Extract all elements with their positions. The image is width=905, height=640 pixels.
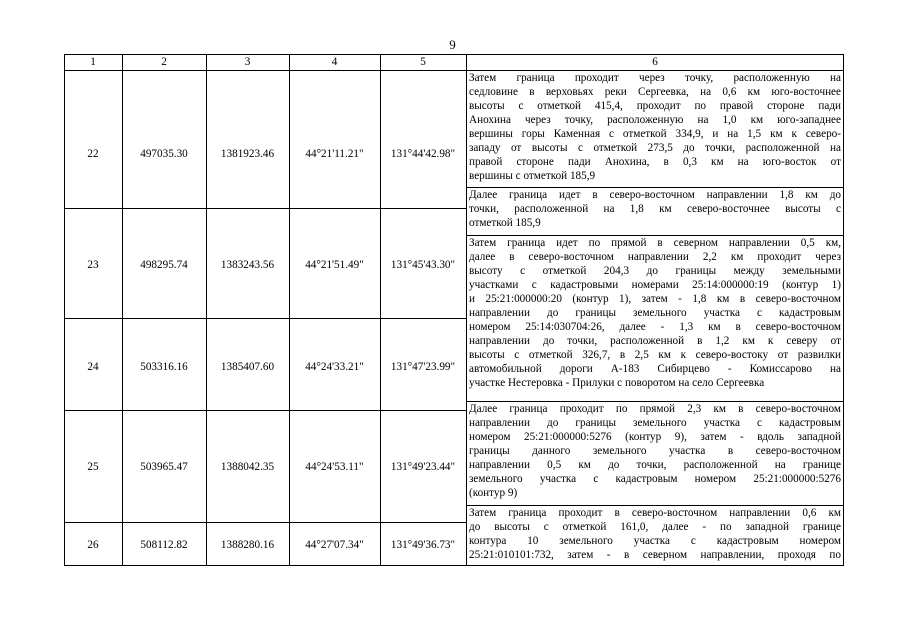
description-line: Далее граница проходит по прямой 2,3 км в северо-восточном [469,403,841,415]
page-number: 9 [449,37,456,52]
description-line: направлении 0,5 км до точки, расположенной на границе [469,459,841,471]
boundary-description [469,402,841,500]
description-line: направлении до границы земельного участка с кадастровым [469,307,841,319]
description-line: направлении до границы земельного участка с кадастровым [469,417,841,429]
description-line: отметкой 185,9 [469,217,541,229]
latitude: 44°21'11.21" [305,148,364,160]
description-line: направлении до точки, расположенной в 1,2 км к северу от [469,335,841,347]
header-col-2: 2 [161,56,167,68]
point-number: 22 [87,148,99,160]
latitude: 44°24'53.11" [305,461,364,473]
description-line: правой стороне пади Анохина, в 0,3 км на юго-восток от [469,156,841,168]
description-line: Затем граница идет по прямой в северном направлении 0,5 км, [469,237,841,249]
header-col-6: 6 [652,56,658,68]
header-col-4: 4 [331,56,338,68]
point-number: 23 [87,259,99,271]
description-line: номером 25:21:000000:5276 (контур 9), затем - вдоль западной [469,431,841,443]
y-coordinate: 1383243.56 [220,259,275,271]
boundary-coordinates-table [64,54,844,566]
description-line: вершины горы Каменная с отметкой 334,9, и на 1,5 км к северо- [469,128,841,140]
description-line: высоты с отметкой 326,7, в 2,5 км к северо-востоку от развилки [469,349,841,361]
longitude: 131°44'42.98" [390,148,456,160]
description-line: номером 25:14:030704:26, далее - 1,3 км в северо-восточном [469,321,841,333]
boundary-description [469,506,841,562]
longitude: 131°47'23.99" [390,361,456,373]
description-line: высоты с отметкой 415,4, проходит по правой стороне пади [469,100,841,112]
boundary-description [469,188,841,230]
longitude: 131°49'23.44" [390,461,456,473]
description-line: западу от высоты с отметкой 273,5 до точки, расположенной на [469,142,841,154]
description-line: границы данного земельного участка в северо-восточном [469,445,841,457]
description-line: участке Нестеровка - Прилуки с поворотом на село Сергеевка [469,377,765,389]
description-line: (контур 9) [469,487,518,499]
description-line: седловине в верховьях реки Сергеевка, на 0,6 км юго-восточнее [469,86,841,98]
point-number: 25 [87,461,99,473]
point-number: 24 [87,361,99,373]
description-line: высоту с отметкой 204,3 до границы между земельными [469,265,841,277]
header-col-1: 1 [90,56,96,68]
longitude: 131°45'43.30" [390,259,456,271]
latitude: 44°24'33.21" [305,361,364,373]
x-coordinate: 503965.47 [140,461,188,473]
y-coordinate: 1388042.35 [220,461,275,473]
boundary-description [469,236,841,390]
x-coordinate: 503316.16 [140,361,188,373]
description-line: Затем граница проходит в северо-восточном направлении 0,6 км [469,507,841,519]
description-line: точки, расположенной на 1,8 км северо-восточнее высоты с [469,203,841,215]
description-line: Далее граница идет в северо-восточном направлении 1,8 км до [469,189,841,201]
longitude: 131°49'36.73" [390,539,456,551]
latitude: 44°21'51.49" [305,259,364,271]
header-col-3: 3 [244,56,251,68]
latitude: 44°27'07.34" [305,539,364,551]
description-line: 25:21:010101:732, затем - в северном направлении, проходя по [469,549,841,561]
description-line: и 25:21:000000:20 (контур 1), затем - 1,8 км в северо-восточном [469,293,841,305]
description-line: до высоты с отметкой 161,0, далее - по западной границе [469,521,841,533]
description-line: участками с кадастровыми номерами 25:14:000000:19 (контур 1) [469,279,841,291]
description-line: далее в северо-восточном направлении 2,2 км проходит через [469,251,841,263]
description-line: вершины с отметкой 185,9 [469,170,596,182]
description-line: Анохина через точку, расположенную на 1,0 км юго-западнее [469,114,841,126]
y-coordinate: 1388280.16 [220,539,275,551]
description-line: автомобильной дороги А-183 Сибирцево - Комиссарово на [469,363,841,375]
y-coordinate: 1381923.46 [220,148,275,160]
x-coordinate: 497035.30 [140,148,188,160]
boundary-description [469,71,841,183]
x-coordinate: 508112.82 [140,539,188,551]
x-coordinate: 498295.74 [140,259,188,271]
point-number: 26 [87,539,99,551]
header-col-5: 5 [420,56,426,68]
description-line: Затем граница проходит через точку, расположенную на [469,72,841,84]
description-line: контура 10 земельного участка с кадастровым номером [469,535,841,547]
y-coordinate: 1385407.60 [220,361,275,373]
description-line: земельного участка с кадастровым номером 25:21:000000:5276 [469,473,841,485]
